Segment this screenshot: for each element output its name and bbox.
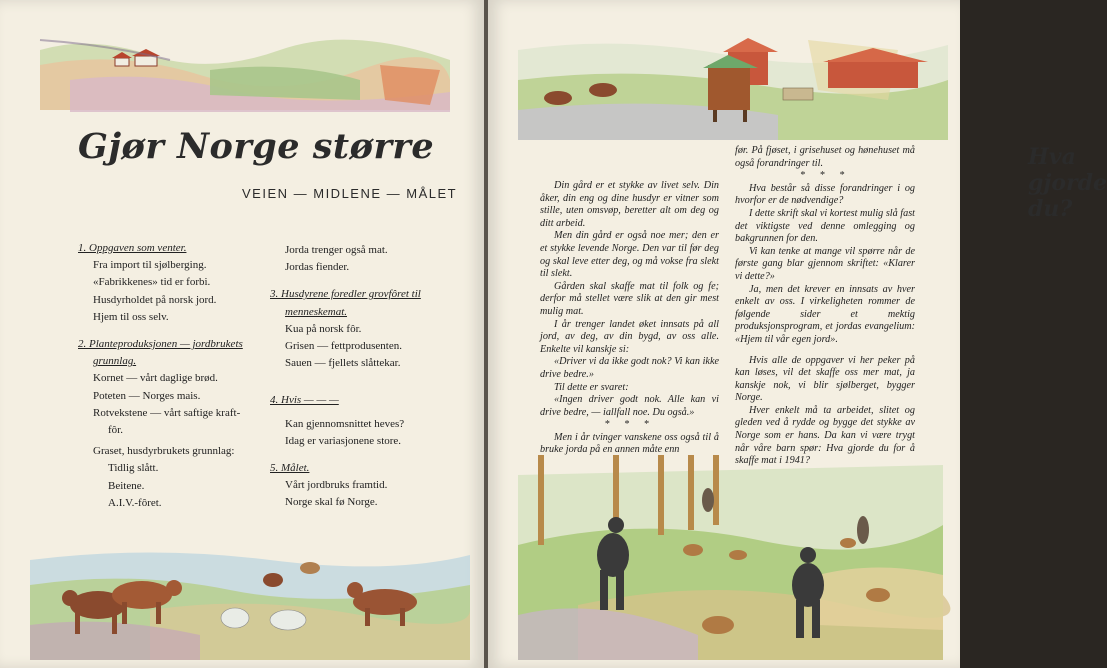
toc-item: Kan gjennomsnittet heves? (285, 417, 405, 430)
toc-item: Kua på norsk fôr. (285, 322, 362, 335)
page-title: Gjør Norge større (78, 126, 435, 167)
article-paragraph: I år trenger landet øket innsats på all jord, av deg, av din bygd, av oss alle. Enkelte vil kanskje si: (540, 318, 719, 355)
article-paragraph: Hva består så disse forandringer i og hvorfor er de nødvendige? (735, 182, 915, 207)
toc-item: «Fabrikkenes» tid er forbi. (93, 276, 211, 289)
toc-item: Fra import til sjølberging. (93, 259, 207, 272)
toc-item: Grisen — fettprodusenten. (285, 340, 402, 353)
article-paragraph: Din gård er et stykke av livet selv. Din åker, din eng og dine husdyr er vitner som stille, uten omsvøp, beretter alt om deg og ditt arbeid. (540, 180, 719, 229)
toc-section-2-heading: 2. Planteproduksjonen — jordbrukets (78, 338, 243, 351)
toc-section-3-heading: 3. Husdyrene foredler grovfôret til (270, 288, 421, 301)
cattle-illustration-bottom (30, 540, 470, 660)
article-paragraph: Men i år tvinger vanskene oss også til å bruke jorda på en annen måte enn (540, 431, 719, 456)
section-divider: * * * (604, 419, 655, 431)
toc-item: Kornet — vårt daglige brød. (93, 372, 218, 385)
toc-column-left (78, 240, 258, 512)
toc-section-1-heading: 1. Oppgaven som venter. (78, 242, 187, 254)
workers-illustration-bottom (518, 455, 943, 660)
landscape-illustration-top (30, 20, 460, 115)
article-paragraph: Hvis alle de oppgaver vi her peker på kan løses, vil det skaffe oss mer mat, ja kanskje nok, vi blir sjølberget, bygger Norge. (735, 354, 915, 404)
toc-section-2-heading-cont: grunnlag. (93, 355, 137, 368)
toc-item: fôr. (108, 424, 123, 437)
section-divider: * * * (799, 170, 851, 182)
toc-item: Jorda trenger også mat. (285, 244, 388, 256)
article-paragraph: «Ingen driver godt nok. Alle kan vi drive bedre, — iallfall noe. Du også.» (540, 394, 719, 418)
toc-item: Jordas fiender. (285, 261, 350, 274)
toc-item: Hjem til oss selv. (93, 310, 169, 323)
toc-item: Poteten — Norges mais. (93, 389, 201, 402)
page-subtitle: VEIEN — MIDLENE — MÅLET (242, 186, 458, 201)
farm-illustration-top (518, 10, 948, 145)
article-paragraph: «Driver vi da ikke godt nok? Vi kan ikke drive bedre.» (540, 356, 719, 380)
toc-item: Norge skal fø Norge. (285, 496, 378, 509)
toc-item: Sauen — fjellets slåttekar. (285, 357, 401, 370)
article-column-left (540, 180, 719, 457)
article-paragraph: Vi kan tenke at mange vil spørre når de første gang blar gjennom skriftet: «Klarer vi dette?» (735, 245, 915, 282)
toc-section-4-heading: 4. Hvis — — — (270, 394, 339, 407)
toc-item: Tidlig slått. (108, 462, 159, 475)
toc-column-right (270, 242, 450, 512)
article-paragraph: I dette skrift skal vi kortest mulig slå fast det viktigste ved denne omlegging og bakgrunnen for den. (735, 207, 915, 245)
article-column-right (735, 145, 915, 468)
toc-section-5-heading: 5. Målet. (270, 462, 310, 475)
article-paragraph: Ja, men det krever en innsats av hver enkelt av oss. I virkeligheten rommer de følgende sider et mektig produksjonsprogram, et jordas evangelium: «Hjem til vår egen jord». (735, 283, 915, 345)
toc-item: Idag er variasjonene store. (285, 434, 402, 447)
article-title: Hva gjorde du? (1028, 144, 1107, 222)
article-paragraph: Gården skal skaffe mat til folk og fe; derfor må stellet være slik at den gir mest mulig mat. (540, 280, 719, 317)
article-paragraph: Men din gård er også noe mer; den er et stykke levende Norge. Den var til før deg og skal leve etter deg, og må vokse fra slekt til slekt. (540, 230, 719, 280)
toc-item: Beitene. (108, 479, 145, 492)
toc-item: Rotvekstene — vårt saftige kraft- (93, 406, 241, 419)
article-paragraph: Til dette er svaret: (554, 381, 629, 393)
toc-item: Graset, husdyrbrukets grunnlag: (93, 445, 235, 458)
article-paragraph: før. På fjøset, i grisehuset og hønehuset må også forandringer til. (735, 145, 915, 169)
article-paragraph: Hver enkelt må ta arbeidet, slitet og gleden ved å rydde og bygge det stykke av Norge som er hans. Da kan vi være trygt når våre barn spør: Hva gjorde du for å skaffe mat i 1941? (735, 404, 915, 467)
left-page (0, 0, 484, 668)
toc-section-3-heading-cont: menneskemat. (285, 305, 348, 318)
toc-item: Vårt jordbruks framtid. (285, 479, 388, 492)
toc-item: Husdyrholdet på norsk jord. (93, 293, 217, 306)
right-page (488, 0, 1107, 668)
toc-item: A.I.V.-fôret. (108, 496, 162, 509)
